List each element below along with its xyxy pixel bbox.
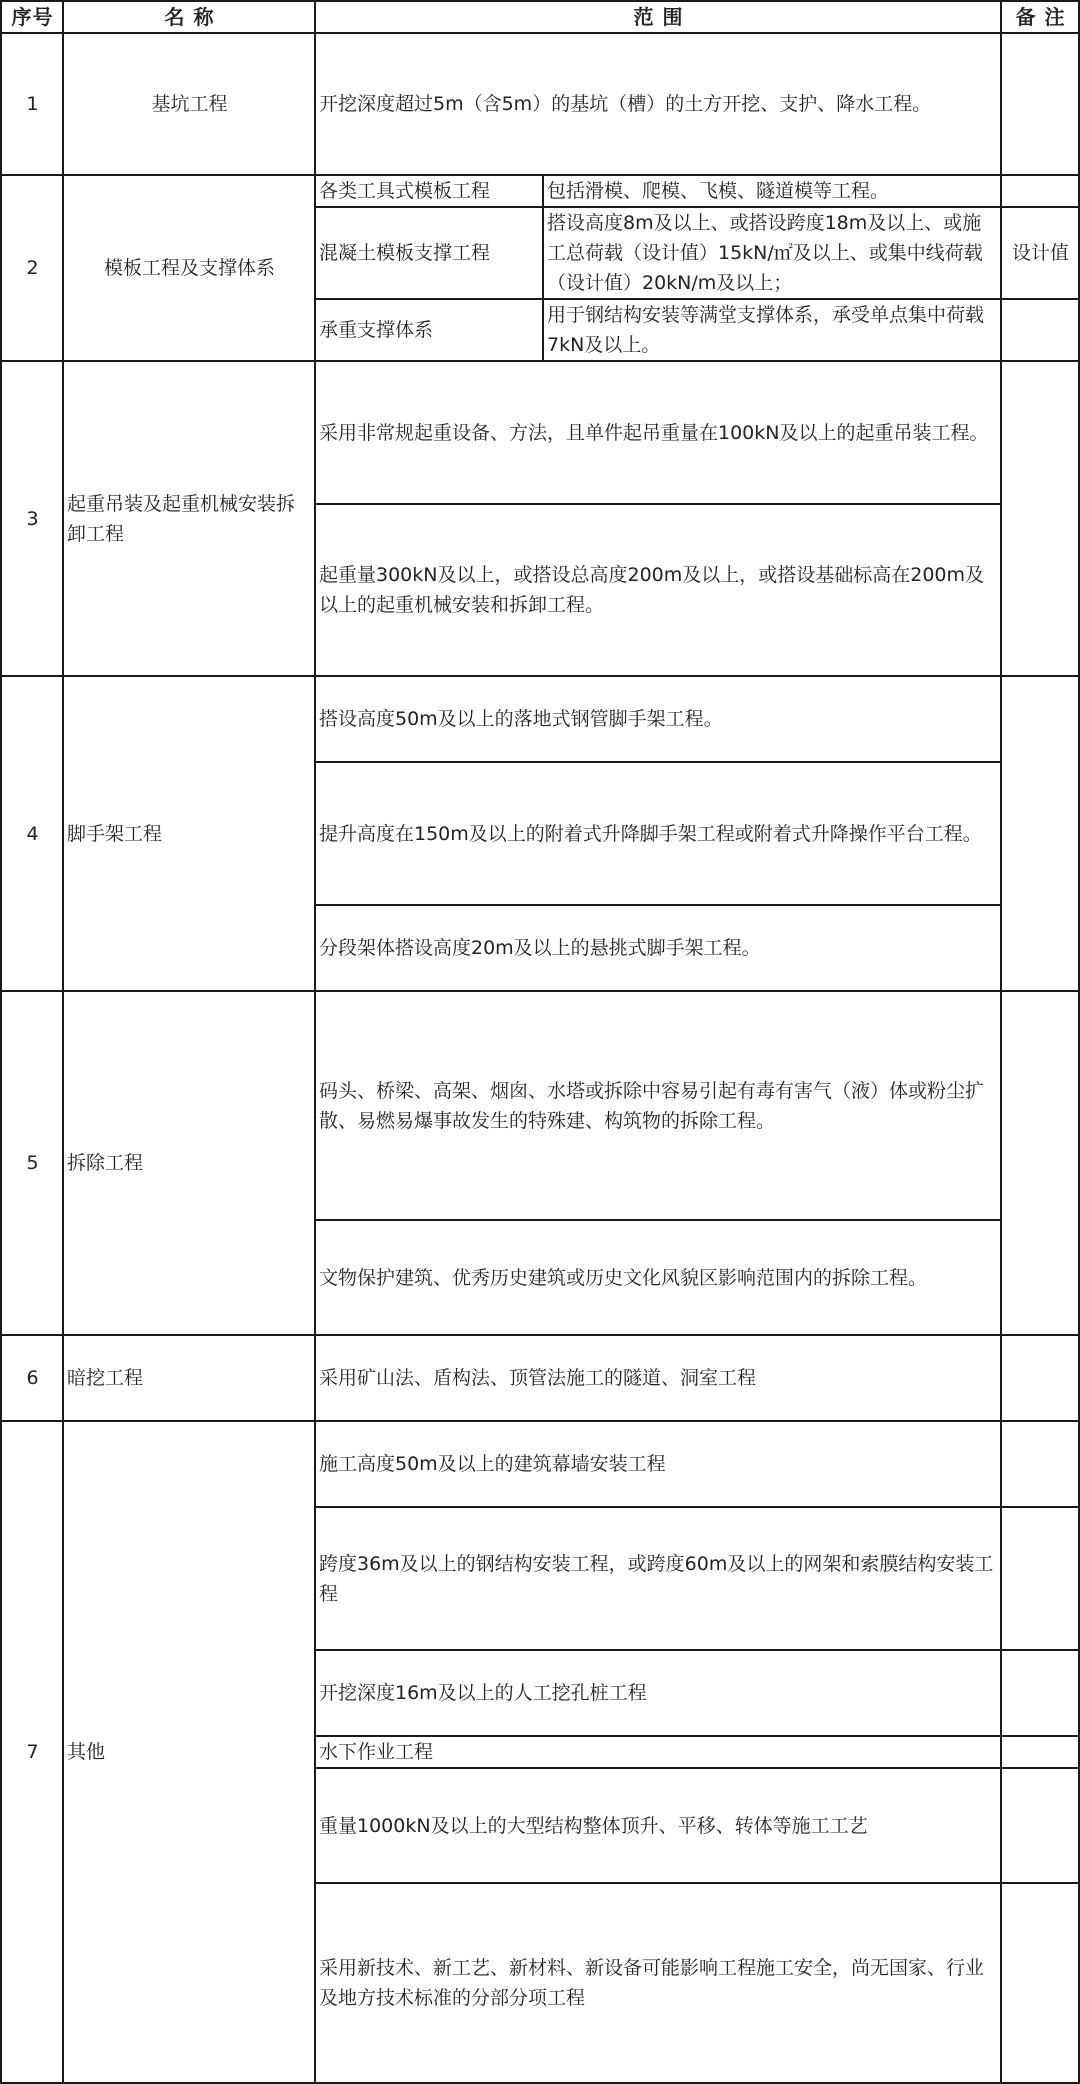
row-number: 4 bbox=[1, 676, 63, 991]
row-name: 模板工程及支撑体系 bbox=[63, 175, 315, 361]
note-cell bbox=[1001, 1421, 1079, 1507]
note-cell bbox=[1001, 1507, 1079, 1650]
scope-cell: 提升高度在150m及以上的附着式升降脚手架工程或附着式升降操作平台工程。 bbox=[315, 762, 1001, 905]
scope-cell: 开挖深度16m及以上的人工挖孔桩工程 bbox=[315, 1650, 1001, 1736]
row-name: 脚手架工程 bbox=[63, 676, 315, 991]
sub-item-desc: 包括滑模、爬模、飞模、隧道模等工程。 bbox=[543, 175, 1001, 207]
scope-cell: 搭设高度50m及以上的落地式钢管脚手架工程。 bbox=[315, 676, 1001, 762]
scope-cell: 采用新技术、新工艺、新材料、新设备可能影响工程施工安全，尚无国家、行业及地方技术标准的分部分项工程 bbox=[315, 1883, 1001, 2083]
row-number: 6 bbox=[1, 1335, 63, 1421]
note-cell: 设计值 bbox=[1001, 207, 1079, 299]
table-row bbox=[1, 676, 1079, 762]
scope-cell: 采用矿山法、盾构法、顶管法施工的隧道、洞室工程 bbox=[315, 1335, 1001, 1421]
scope-cell: 重量1000kN及以上的大型结构整体顶升、平移、转体等施工工艺 bbox=[315, 1768, 1001, 1883]
sub-item-label: 各类工具式模板工程 bbox=[315, 175, 543, 207]
scope-cell: 文物保护建筑、优秀历史建筑或历史文化风貌区影响范围内的拆除工程。 bbox=[315, 1220, 1001, 1335]
row-number: 5 bbox=[1, 991, 63, 1335]
note-cell bbox=[1001, 33, 1079, 175]
note-cell bbox=[1001, 1650, 1079, 1736]
scope-cell: 施工高度50m及以上的建筑幕墙安装工程 bbox=[315, 1421, 1001, 1507]
table-row bbox=[1, 33, 1079, 175]
scope-cell: 开挖深度超过5m（含5m）的基坑（槽）的土方开挖、支护、降水工程。 bbox=[315, 33, 1001, 175]
sub-item-label: 混凝土模板支撑工程 bbox=[315, 207, 543, 299]
row-name: 起重吊装及起重机械安装拆卸工程 bbox=[63, 361, 315, 676]
scope-cell: 跨度36m及以上的钢结构安装工程，或跨度60m及以上的网架和索膜结构安装工程 bbox=[315, 1507, 1001, 1650]
note-cell bbox=[1001, 361, 1079, 676]
scope-cell: 水下作业工程 bbox=[315, 1736, 1001, 1768]
row-number: 3 bbox=[1, 361, 63, 676]
note-cell bbox=[1001, 1335, 1079, 1421]
table-row bbox=[1, 361, 1079, 504]
row-number: 2 bbox=[1, 175, 63, 361]
note-cell bbox=[1001, 1883, 1079, 2083]
sub-item-desc: 用于钢结构安装等满堂支撑体系，承受单点集中荷载7kN及以上。 bbox=[543, 299, 1001, 361]
header-name: 名 称 bbox=[63, 1, 315, 33]
note-cell bbox=[1001, 299, 1079, 361]
header-no: 序号 bbox=[1, 1, 63, 33]
sub-item-label: 承重支撑体系 bbox=[315, 299, 543, 361]
scope-cell: 码头、桥梁、高架、烟囱、水塔或拆除中容易引起有毒有害气（液）体或粉尘扩散、易燃易爆事故发生的特殊建、构筑物的拆除工程。 bbox=[315, 991, 1001, 1220]
note-cell bbox=[1001, 991, 1079, 1335]
scope-cell: 起重量300kN及以上，或搭设总高度200m及以上，或搭设基础标高在200m及以上的起重机械安装和拆卸工程。 bbox=[315, 504, 1001, 676]
header-row bbox=[1, 1, 1079, 33]
table-row bbox=[1, 175, 1079, 207]
row-name: 拆除工程 bbox=[63, 991, 315, 1335]
header-note: 备 注 bbox=[1001, 1, 1079, 33]
header-scope: 范 围 bbox=[315, 1, 1001, 33]
row-name: 暗挖工程 bbox=[63, 1335, 315, 1421]
note-cell bbox=[1001, 676, 1079, 991]
row-name: 基坑工程 bbox=[63, 33, 315, 175]
table-row bbox=[1, 1335, 1079, 1421]
note-cell bbox=[1001, 175, 1079, 207]
row-number: 1 bbox=[1, 33, 63, 175]
scope-cell: 分段架体搭设高度20m及以上的悬挑式脚手架工程。 bbox=[315, 905, 1001, 991]
note-cell bbox=[1001, 1736, 1079, 1768]
sub-item-desc: 搭设高度8m及以上、或搭设跨度18m及以上、或施工总荷载（设计值）15kN/㎡及以上、或集中线荷载（设计值）20kN/m及以上； bbox=[543, 207, 1001, 299]
scope-cell: 采用非常规起重设备、方法，且单件起吊重量在100kN及以上的起重吊装工程。 bbox=[315, 361, 1001, 504]
note-cell bbox=[1001, 1768, 1079, 1883]
table-row bbox=[1, 1421, 1079, 1507]
row-number: 7 bbox=[1, 1421, 63, 2083]
table-row bbox=[1, 991, 1079, 1220]
row-name: 其他 bbox=[63, 1421, 315, 2083]
